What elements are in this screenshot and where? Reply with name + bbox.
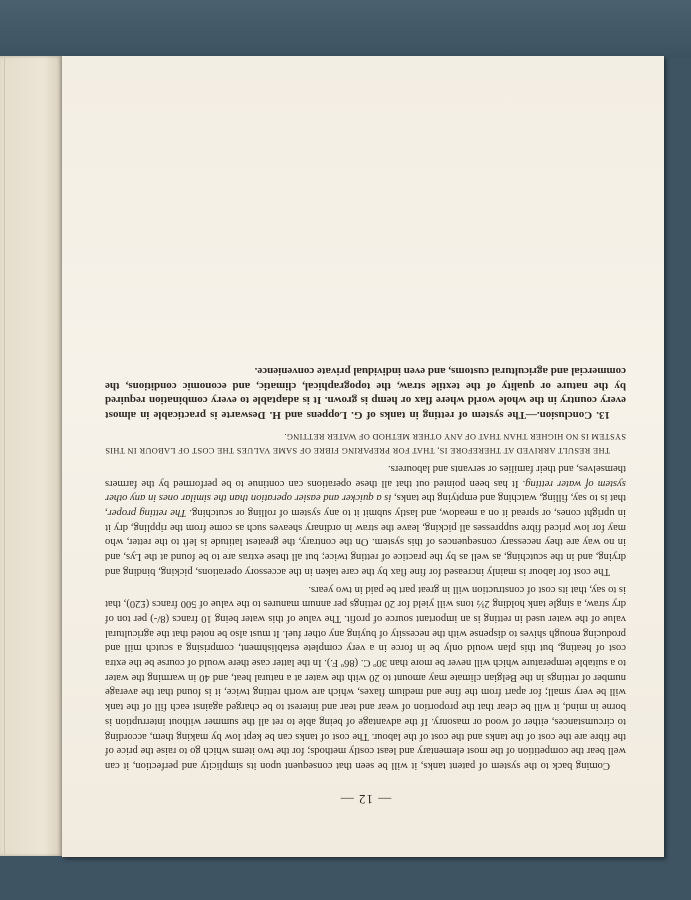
left-page-edge xyxy=(0,56,62,856)
italic-phrase: The retting proper xyxy=(107,507,187,519)
paragraph-labour-cost xyxy=(105,460,626,578)
page-content-rotated xyxy=(62,56,664,857)
paragraph-text: 13. Conclusion.—The system of retting in tanks of G. Loppens and H. Deswarte is practicable in almost every country in the whole world where flax or hemp is grown. It is adaptable to every combination required by the nature or quality of the textile straw, the topographical, climatic, and economic conditions, the commercial and agricultural customs, and even individual private convenience. xyxy=(105,365,626,421)
paragraph-text: THE RESULT ARRIVED AT THEREFORE IS, THAT FOR PREPARING FIBRE OF SAME VALUES THE COST OF LABOUR IN THIS SYSTEM IS NO HIGHER THAN THAT OF ANY OTHER METHOD OF WATER RETTING. xyxy=(105,431,626,456)
paragraph-patent-tanks xyxy=(105,581,626,772)
paragraph-result xyxy=(105,428,626,457)
page-number: — 12 — xyxy=(339,792,392,807)
paragraph-text: Coming back to the system of patent tanks, it will be seen that consequent upon its simplicity and perfection, it can well bear the competition of the most elementary and least costly methods; for the two items which go to raise the price of the fibre are the cost of the tanks and the cost of the labour. The cost of tanks can be kept low by making them, according to circumstances, either of wood or masonry. If the advantage of being able to ret all the summer without interruption is borne in mind, it will be clear that the proportion of wear and tear and interest to be charged against each fill of the tank will be very small; for apart from the fine and medium flaxes, which are worth retting twice, it is found that the average number of rettings in the Belgian climate may amount to 20 with the water at a natural heat, and 40 in warming the water to a suitable temperature which will never be more than 30º C. (86º F.). In the latter case there would of course be the extra cost of heating, but this plan would only be in force in a very complete establishment, comprising a scutch mill and producing enough shives to dispense with the necessity of buying any other fuel. It must also be noted that the agricultural value of the water used in retting is an important source of profit. The value of this water being 10 francs (8/-) per ton of dry straw, a single tank holding 2½ tons will yield for 20 rettings per annum manures to the value of 500 francs (£20), that is to say, that its cost of construction will in great part be paid in two years. xyxy=(105,583,626,771)
paragraph-conclusion xyxy=(105,363,626,421)
italic-phrase: is a quicker and easier operation than the similar ones in any other system of water retting xyxy=(105,477,626,504)
paragraph-text: , that is to say, filling, watching and emptying the tanks, xyxy=(105,492,626,519)
page-text xyxy=(105,363,626,807)
paragraph-text: . It has been pointed out that all these operations can continue to be performed by the farmers themselves, and their families or servants and labourers. xyxy=(105,462,626,489)
backdrop xyxy=(0,0,691,58)
paragraph-text: The cost for labour is mainly increased for fine flax by the care taken in the accessory operations, picking, binding and drying, and in the scutching, as well as by the practice of retting twice; but all these extras are to be found at the Lys, and in no way are they necessary consequences of this system. On the contrary, the greatest latitude is left to the retter, who may for low priced fibre suppresses all picking, leave the straw in ordinary sheaves such as come from the rippling, dry it in upright cones, or spread it on a meadow, and lastly submit it to any system of rolling or scutching. xyxy=(105,507,626,577)
page-edge-line xyxy=(4,56,5,856)
document-page xyxy=(62,56,664,857)
